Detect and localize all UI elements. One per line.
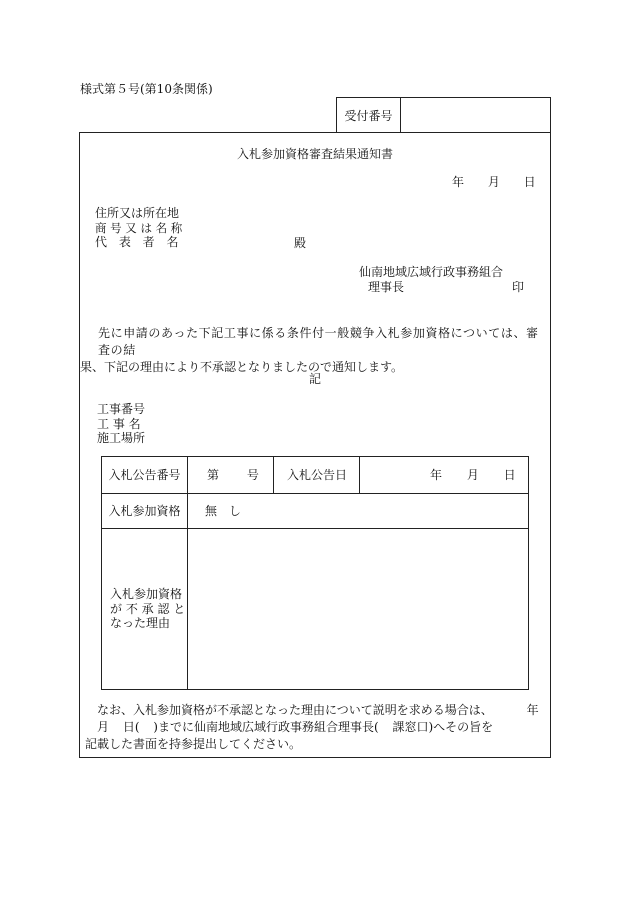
reason-label (110, 587, 185, 631)
seal-mark: 印 (512, 280, 525, 294)
closing-note (85, 702, 549, 753)
qualification-label: 入札参加資格 (108, 504, 181, 518)
closing-line-1: なお、入札参加資格が不承認となった理由について説明を求める場合は、 年 (97, 703, 539, 717)
notice-number-label: 入札公告番号 (108, 468, 181, 482)
receipt-number-label: 受付番号 (337, 98, 401, 132)
notice-body (80, 325, 548, 376)
issuer-organization: 仙南地域広域行政事務組合 (359, 265, 504, 279)
closing-line-2: 月 日( )までに仙南地域広域行政事務組合理事長( 課窓口)へその旨を (97, 720, 494, 734)
reason-field[interactable] (188, 529, 528, 689)
table-divider (359, 457, 360, 493)
receipt-number-field[interactable] (401, 98, 550, 132)
project-name-label: 工 事 名 (97, 416, 141, 431)
form-number-label: 様式第５号(第10条関係) (80, 82, 213, 96)
document-title: 入札参加資格審査結果通知書 (236, 147, 393, 161)
notice-date-label: 入札公告日 (287, 468, 348, 482)
issuer-title: 理事長 (368, 280, 405, 294)
recipient-block (95, 206, 182, 250)
reason-label-line-1: 入札参加資格 (110, 587, 183, 601)
reason-label-line-3: なった理由 (110, 616, 171, 630)
issue-date: 年 月 日 (452, 175, 536, 189)
result-table (101, 456, 529, 690)
notice-date-value[interactable]: 年 月 日 (430, 468, 516, 482)
project-location-label: 施工場所 (97, 431, 146, 445)
notice-body-line-1: 先に申請のあった下記工事に係る条件付一般競争入札参加資格については、審査の結 (98, 326, 539, 357)
notice-body-line-2: 果、下記の理由により不承認となりましたので通知します。 (80, 360, 404, 374)
table-divider (102, 493, 528, 494)
address-label: 住所又は所在地 (95, 206, 180, 220)
trade-name-label: 商 号 又 は 名 称 (95, 220, 183, 235)
honorific: 殿 (294, 236, 307, 250)
notice-number-value[interactable]: 第 号 (207, 468, 259, 482)
table-divider (273, 457, 274, 493)
project-block (97, 402, 145, 446)
ki-heading: 記 (308, 372, 321, 386)
representative-label: 代 表 者 名 (95, 235, 179, 249)
closing-line-3: 記載した書面を持参提出してください。 (85, 737, 302, 751)
reason-label-line-2: が 不 承 認 と (110, 601, 186, 616)
receipt-number-box (336, 97, 551, 133)
project-number-label: 工事番号 (97, 402, 146, 416)
qualification-value[interactable]: 無 し (205, 504, 241, 518)
